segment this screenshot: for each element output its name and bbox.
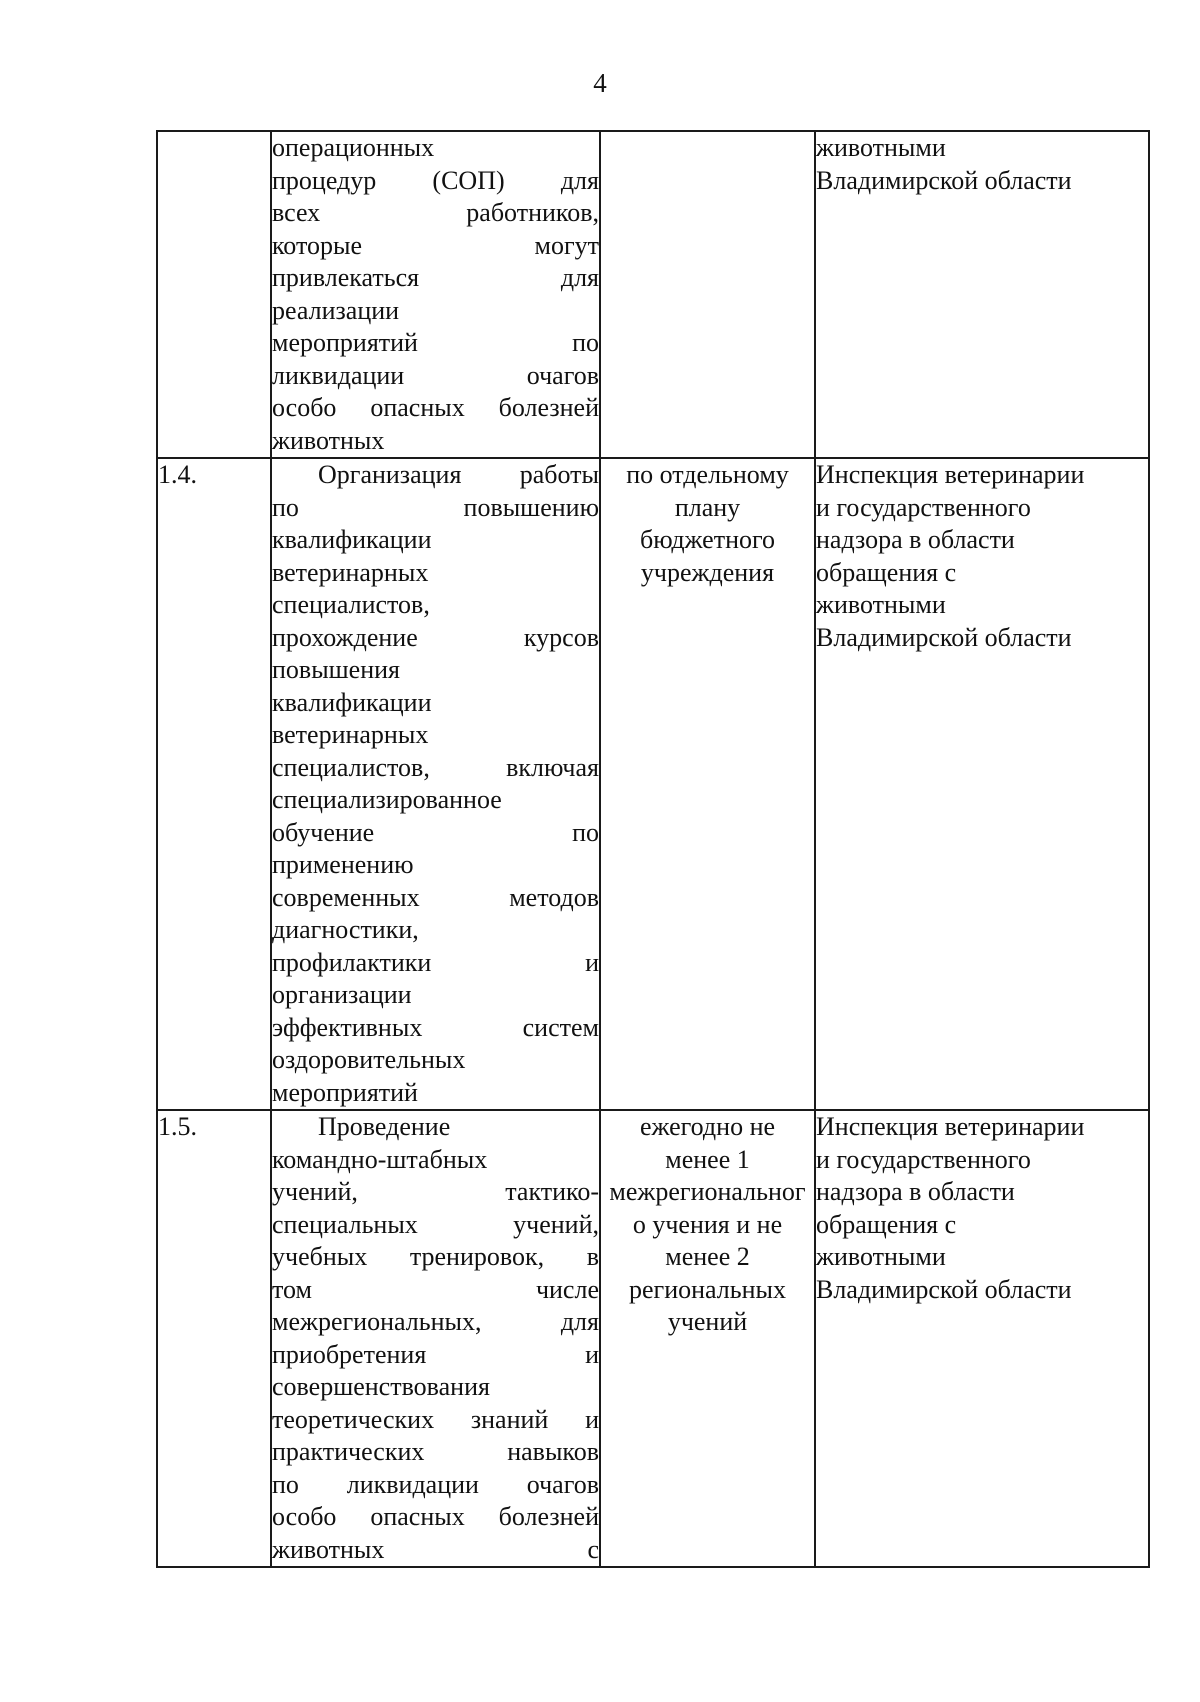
activity-line: привлекаться для	[272, 263, 599, 292]
activity-line: эффективных систем	[272, 1012, 599, 1042]
responsible-line: животными	[816, 590, 946, 619]
term-line: ежегодно не	[639, 1112, 776, 1141]
activity-line: ликвидации очагов	[272, 360, 599, 390]
term-line: межрегиональног	[609, 1177, 806, 1206]
activity-cell	[271, 131, 600, 458]
activity-line: повышения	[272, 655, 401, 684]
activity-line: учений, тактико-	[272, 1177, 599, 1206]
term-line: плану	[674, 492, 741, 522]
row-number-cell: 1.4.	[157, 458, 271, 1110]
term-line: менее 2	[665, 1242, 750, 1271]
activity-line: профилактики и	[272, 947, 599, 977]
activity-line: по повышению	[272, 492, 599, 522]
activity-line: особо опасных болезней	[272, 1502, 599, 1531]
activity-line: квалификации	[272, 525, 432, 554]
row-number-cell: 1.5.	[157, 1110, 271, 1567]
term-line: менее 1	[665, 1144, 750, 1174]
activity-line: специалистов, включая	[272, 752, 599, 782]
table-row	[157, 458, 1149, 1110]
responsible-cell	[815, 1110, 1149, 1567]
activity-cell	[271, 1110, 600, 1567]
activity-line: мероприятий по	[272, 328, 599, 357]
activity-line: организации	[272, 980, 412, 1009]
activity-line: специальных учений,	[272, 1209, 599, 1239]
responsible-line: и государственного	[816, 1144, 1031, 1174]
activity-line: ветеринарных	[272, 720, 429, 749]
responsible-line: Инспекция ветеринарии	[816, 1112, 1085, 1141]
term-line: о учения и не	[632, 1209, 783, 1239]
responsible-line: и государственного	[816, 492, 1031, 522]
activity-line: животных	[272, 425, 385, 455]
activity-line: Организация работы	[318, 460, 599, 489]
activity-line: прохождение курсов	[272, 622, 599, 652]
term-line: бюджетного	[639, 525, 775, 554]
term-line: региональных	[628, 1274, 786, 1304]
term-cell	[600, 131, 815, 458]
term-cell	[600, 458, 815, 1110]
activity-line: оздоровительных	[272, 1045, 466, 1074]
plan-table	[156, 130, 1150, 1568]
activity-line: современных методов	[272, 882, 599, 912]
activity-line: диагностики,	[272, 915, 419, 944]
activity-line: командно-штабных	[272, 1144, 488, 1174]
activity-line: том числе	[272, 1274, 599, 1304]
term-cell	[600, 1110, 815, 1567]
activity-line: межрегиональных, для	[272, 1307, 599, 1336]
activity-line: квалификации	[272, 687, 432, 717]
table-row	[157, 1110, 1149, 1567]
activity-line: специализированное	[272, 785, 502, 814]
term-line: учреждения	[640, 557, 775, 587]
responsible-line: обращения с	[816, 1209, 957, 1239]
activity-line: всех работников,	[272, 198, 599, 227]
activity-line: применению	[272, 850, 414, 879]
plan-table-body	[157, 131, 1149, 1567]
activity-line: особо опасных болезней	[272, 393, 599, 422]
activity-line: приобретения и	[272, 1339, 599, 1369]
responsible-line: обращения с	[816, 557, 957, 587]
responsible-line: надзора в области	[816, 525, 1015, 554]
activity-line: ветеринарных	[272, 557, 429, 587]
responsible-line: Владимирской области	[816, 165, 1072, 195]
activity-cell	[271, 458, 600, 1110]
responsible-cell	[815, 131, 1149, 458]
activity-line: животных с	[272, 1534, 599, 1564]
term-line: по отдельному	[626, 460, 789, 489]
term-line: учений	[667, 1307, 748, 1336]
responsible-cell	[815, 458, 1149, 1110]
activity-line: мероприятий	[272, 1077, 418, 1107]
responsible-line: Инспекция ветеринарии	[816, 460, 1085, 489]
row-number-cell	[157, 131, 271, 458]
responsible-line: животными	[816, 133, 946, 162]
activity-line: реализации	[272, 295, 400, 325]
responsible-line: Владимирской области	[816, 1274, 1072, 1304]
activity-line: учебных тренировок, в	[272, 1242, 599, 1271]
activity-line: Проведение	[318, 1112, 451, 1141]
activity-line: процедур (СОП) для	[272, 165, 599, 195]
responsible-line: животными	[816, 1242, 946, 1271]
activity-line: операционных	[272, 133, 435, 162]
activity-line: практических навыков	[272, 1437, 599, 1466]
responsible-line: Владимирской области	[816, 622, 1072, 652]
activity-line: обучение по	[272, 817, 599, 847]
table-row	[157, 131, 1149, 458]
page-number: 4	[593, 68, 607, 98]
activity-line: теоретических знаний и	[272, 1404, 599, 1434]
responsible-line: надзора в области	[816, 1177, 1015, 1206]
activity-line: совершенствования	[272, 1372, 490, 1401]
activity-line: по ликвидации очагов	[272, 1469, 599, 1499]
activity-line: которые могут	[272, 230, 599, 260]
activity-line: специалистов,	[272, 590, 430, 619]
